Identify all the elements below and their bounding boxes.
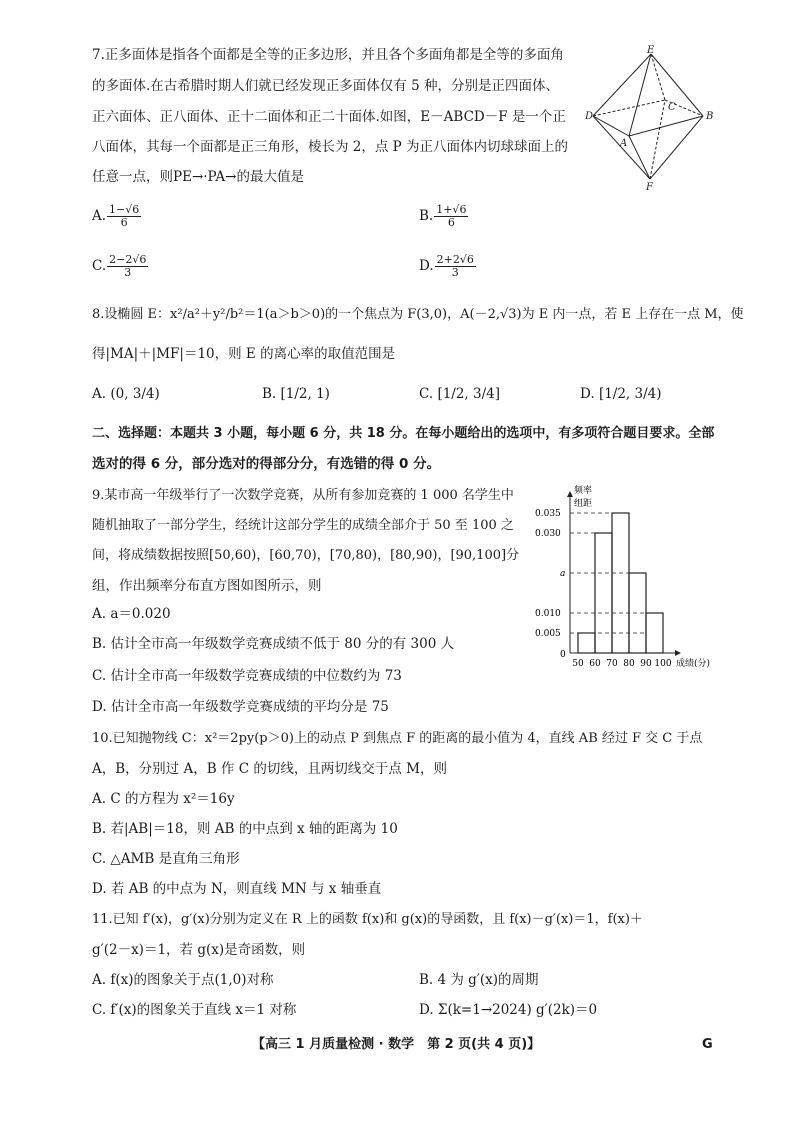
q11-option-b: B. 4 为 g′(x)的周期 bbox=[419, 972, 539, 988]
histogram-bar-5 bbox=[646, 613, 663, 653]
x-tick-label: 80 bbox=[623, 659, 635, 669]
q9-line-2: 随机抽取了一部分学生，经统计这部分学生的成绩全部介于 50 至 100 之 bbox=[92, 518, 514, 533]
histogram-bar-2 bbox=[595, 533, 612, 653]
q11-option-d: D. Σ(k=1→2024) g′(2k)＝0 bbox=[419, 1002, 598, 1018]
y-tick-label: 0.035 bbox=[535, 509, 561, 519]
page-footer: 【高三 1 月质量检测 · 数学 第 2 页(共 4 页)】 bbox=[252, 1037, 541, 1052]
x-tick-label: 100 bbox=[654, 659, 672, 669]
octahedron-figure bbox=[585, 44, 720, 192]
q10-option-a: A. C 的方程为 x²＝16y bbox=[92, 791, 235, 807]
y-tick-label: 0.005 bbox=[535, 629, 561, 639]
q9-option-d: D. 估计全市高一年级数学竞赛成绩的平均分是 75 bbox=[92, 699, 389, 715]
q7-line-3: 正六面体、正八面体、正十二面体和正二十面体.如图，E－ABCD－F 是一个正 bbox=[92, 109, 566, 125]
q8-line-2: 得|MA|＋|MF|＝10，则 E 的离心率的取值范围是 bbox=[92, 346, 396, 362]
q7-line-1: 7.正多面体是指各个面都是全等的正多边形，并且各个多面角都是全等的多面角 bbox=[92, 47, 564, 63]
q10-line-1: 10.已知抛物线 C：x²＝2py(p＞0)上的动点 P 到焦点 F 的距离的最小值为 4，直线 AB 经过 F 交 C 于点 bbox=[92, 731, 703, 746]
q9-line-4: 组，作出频率分布直方图如图所示，则 bbox=[92, 578, 322, 594]
section-2-line-2: 选对的得 6 分，部分选对的得部分分，有选错的得 0 分。 bbox=[92, 456, 441, 472]
q11-option-a: A. f(x)的图象关于点(1,0)对称 bbox=[92, 972, 274, 988]
q9-line-1: 9.某市高一年级举行了一次数学竞赛，从所有参加竞赛的 1 000 名学生中 bbox=[92, 488, 514, 503]
label-F: F bbox=[646, 182, 653, 192]
q9-option-b: B. 估计全市高一年级数学竞赛成绩不低于 80 分的有 300 人 bbox=[92, 636, 455, 652]
q9-option-a: A. a＝0.020 bbox=[92, 606, 171, 622]
frequency-histogram bbox=[530, 482, 730, 674]
q7-line-5: 任意一点，则PE→·PA→的最大值是 bbox=[92, 169, 304, 185]
x-tick-label: 70 bbox=[606, 659, 618, 669]
q8-option-c: C. [1/2, 3/4] bbox=[419, 386, 501, 402]
q11-line-1: 11.已知 f′(x)，g′(x)分别为定义在 R 上的函数 f(x)和 g(x)的导函数，且 f(x)－g′(x)＝1，f(x)＋ bbox=[92, 912, 643, 927]
y-tick-label: a bbox=[560, 569, 566, 579]
q7-option-a: A. $\frac{1-√6}{6}$ bbox=[92, 203, 140, 229]
x-tick-label: 90 bbox=[640, 659, 652, 669]
label-A: A bbox=[620, 138, 628, 149]
q7-option-b: B. $\frac{1+√6}{6}$ bbox=[419, 203, 467, 229]
xlabel: 成绩(分) bbox=[676, 659, 711, 669]
q8-option-d: D. [1/2, 3/4) bbox=[580, 386, 662, 402]
histogram-bar-3 bbox=[612, 513, 629, 653]
q10-option-d: D. 若 AB 的中点为 N，则直线 MN 与 x 轴垂直 bbox=[92, 881, 382, 897]
q8-option-a: A. (0, 3/4) bbox=[92, 386, 160, 402]
x-tick-label: 50 bbox=[572, 659, 584, 669]
q9-option-c: C. 估计全市高一年级数学竞赛成绩的中位数约为 73 bbox=[92, 668, 402, 684]
section-2-line-1: 二、选择题：本题共 3 小题，每小题 6 分，共 18 分。在每小题给出的选项中，有多项符合题目要求。全部 bbox=[92, 426, 715, 441]
q9-line-3: 间，将成绩数据按照[50,60)，[60,70)，[70,80)，[80,90)，[90,100]分 bbox=[92, 548, 520, 563]
ylabel-top: 频率 bbox=[574, 486, 593, 496]
label-B: B bbox=[706, 111, 714, 122]
q8-line-1: 8.设椭圆 E：x²/a²＋y²/b²＝1(a＞b＞0)的一个焦点为 F(3,0)，A(－2,√3)为 E 内一点，若 E 上存在一点 M，使 bbox=[92, 307, 744, 322]
ylabel-bottom: 组距 bbox=[574, 499, 593, 509]
q10-line-2: A，B，分别过 A，B 作 C 的切线，且两切线交于点 M，则 bbox=[92, 761, 447, 777]
label-C: C bbox=[668, 102, 676, 113]
q11-line-2: g′(2－x)＝1，若 g(x)是奇函数，则 bbox=[92, 942, 306, 958]
q8-option-b: B. [1/2, 1) bbox=[262, 386, 330, 402]
label-E: E bbox=[647, 45, 655, 56]
x-tick-label: 60 bbox=[589, 659, 601, 669]
q7-line-4: 八面体，其每一个面都是正三角形，棱长为 2，点 P 为正八面体内切球球面上的 bbox=[92, 139, 569, 155]
q7-line-2: 的多面体.在古希腊时期人们就已经发现正多面体仅有 5 种，分别是正四面体、 bbox=[92, 78, 559, 94]
label-D: D bbox=[585, 111, 594, 122]
paper-code: G bbox=[702, 1037, 713, 1052]
q10-option-b: B. 若|AB|＝18，则 AB 的中点到 x 轴的距离为 10 bbox=[92, 821, 398, 837]
q11-option-c: C. f′(x)的图象关于直线 x＝1 对称 bbox=[92, 1002, 297, 1018]
q7-option-c: C. $\frac{2-2√6}{3}$ bbox=[92, 253, 147, 279]
q10-option-c: C. △AMB 是直角三角形 bbox=[92, 851, 240, 867]
y-tick-label: 0.030 bbox=[535, 529, 561, 539]
histogram-bar-1 bbox=[578, 633, 595, 653]
origin-label: 0 bbox=[560, 650, 566, 660]
q7-option-d: D. $\frac{2+2√6}{3}$ bbox=[419, 253, 474, 279]
y-tick-label: 0.010 bbox=[535, 609, 561, 619]
